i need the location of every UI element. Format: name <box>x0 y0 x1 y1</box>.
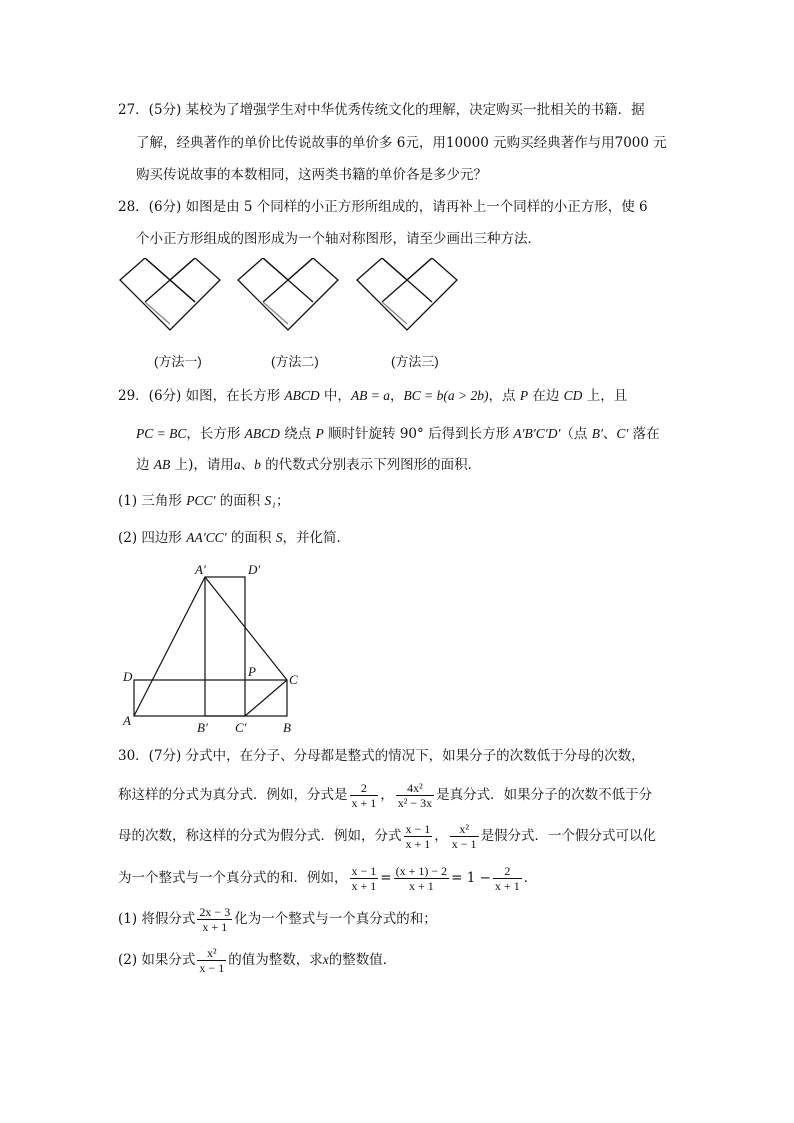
fraction: $\frac{x - 1}{x + 1}$ <box>351 864 377 893</box>
label-D: D <box>123 669 133 684</box>
q30-line-2: 称这样的分式为真分式．例如，分式是 $\frac{2}{x + 1}$ ， $\frac{\text{4x²}}{\text{x² − 3x}}$ 是真分式．如果分子的次数不低于分 <box>118 781 653 810</box>
q28-figure-method-2 <box>238 258 338 330</box>
fraction: $\frac{\text{x²}}{x - 1}$ <box>451 822 477 851</box>
q28-caption-2: (方法二) <box>271 354 319 369</box>
label-C: C <box>289 672 298 687</box>
q28-caption-3: (方法三) <box>391 354 439 369</box>
q29-line-3: 边 AB 上)，请用a、b 的代数式分别表示下列图形的面积． <box>136 457 482 473</box>
label-B: B <box>283 720 291 735</box>
q28-figure-method-3 <box>357 258 457 330</box>
q28-line-1: 28．(6分) 如图是由 5 个同样的小正方形所组成的，请再补上一个同样的小正方形，使 6 <box>118 199 648 215</box>
label-A: A <box>123 713 131 728</box>
fraction: $\frac{(x + 1) - 2}{x + 1}$ <box>395 864 448 893</box>
q29-line-2: PC = BC，长方形 ABCD 绕点 P 顺时针旋转 90° 后得到长方形 A′B′C′D′（点 B′、C′ 落在 <box>136 426 660 442</box>
q30-line-4: 为一个整式与一个真分式的和．例如， $\frac{x - 1}{x + 1}$ = $\frac{(x + 1) - 2}{x + 1}$ = 1 − $\frac{2}{x + 1}$ ． <box>118 864 538 893</box>
label-P: P <box>248 664 256 679</box>
q29-sub-1: (1) 三角形 PCC′ 的面积 S₁； <box>118 493 290 509</box>
fraction: $\frac{\text{4x²}}{\text{x² − 3x}}$ <box>397 781 433 810</box>
q28-caption-1: (方法一) <box>154 354 202 369</box>
fraction: $\frac{\text{x²}}{x - 1}$ <box>199 946 225 975</box>
q27-line-3: 购买传说故事的本数相同，这两类书籍的单价各是多少元？ <box>136 167 487 183</box>
q28-line-2: 个小正方形组成的图形成为一个轴对称图形，请至少画出三种方法． <box>136 231 541 247</box>
q30-sub-1: (1) 将假分式 $\frac{2x - 3}{x + 1}$ 化为一个整式与一个真分式的和； <box>118 905 437 934</box>
q30-line-3: 母的次数，称这样的分式为假分式．例如，分式 $\frac{x - 1}{x + 1}$ ， $\frac{\text{x²}}{x - 1}$ 是假分式．一个假分式可以化 <box>118 822 657 851</box>
q27-line-2: 了解，经典著作的单价比传说故事的单价多 6元，用10000 元购买经典著作与用7000 元 <box>136 135 667 151</box>
label-D-prime: D′ <box>248 562 261 577</box>
q30-sub-2: (2) 如果分式 $\frac{\text{x²}}{x - 1}$ 的值为整数，求x的整数值． <box>118 946 397 975</box>
label-C-prime: C′ <box>235 720 247 735</box>
q28-figure-method-1 <box>120 258 220 330</box>
fraction: $\frac{2}{x + 1}$ <box>494 864 520 893</box>
q27-line-1: 27．(5分) 某校为了增强学生对中华优秀传统文化的理解，决定购买一批相关的书籍．据 <box>118 102 645 118</box>
fraction: $\frac{x - 1}{x + 1}$ <box>405 822 431 851</box>
q30-line-1: 30．(7分) 分式中，在分子、分母都是整式的情况下，如果分子的次数低于分母的次数， <box>118 748 645 764</box>
fraction: $\frac{2}{x + 1}$ <box>351 781 377 810</box>
q29-line-1: 29．(6分) 如图，在长方形 ABCD 中，AB = a，BC = b(a > 2b)，点 P 在边 CD 上，且 <box>118 388 628 404</box>
fraction: $\frac{2x - 3}{x + 1}$ <box>199 905 231 934</box>
q29-sub-2: (2) 四边形 AA′CC′ 的面积 S，并化简． <box>118 530 350 546</box>
q29-figure <box>115 560 355 740</box>
label-A-prime: A′ <box>195 562 206 577</box>
label-B-prime: B′ <box>197 720 208 735</box>
